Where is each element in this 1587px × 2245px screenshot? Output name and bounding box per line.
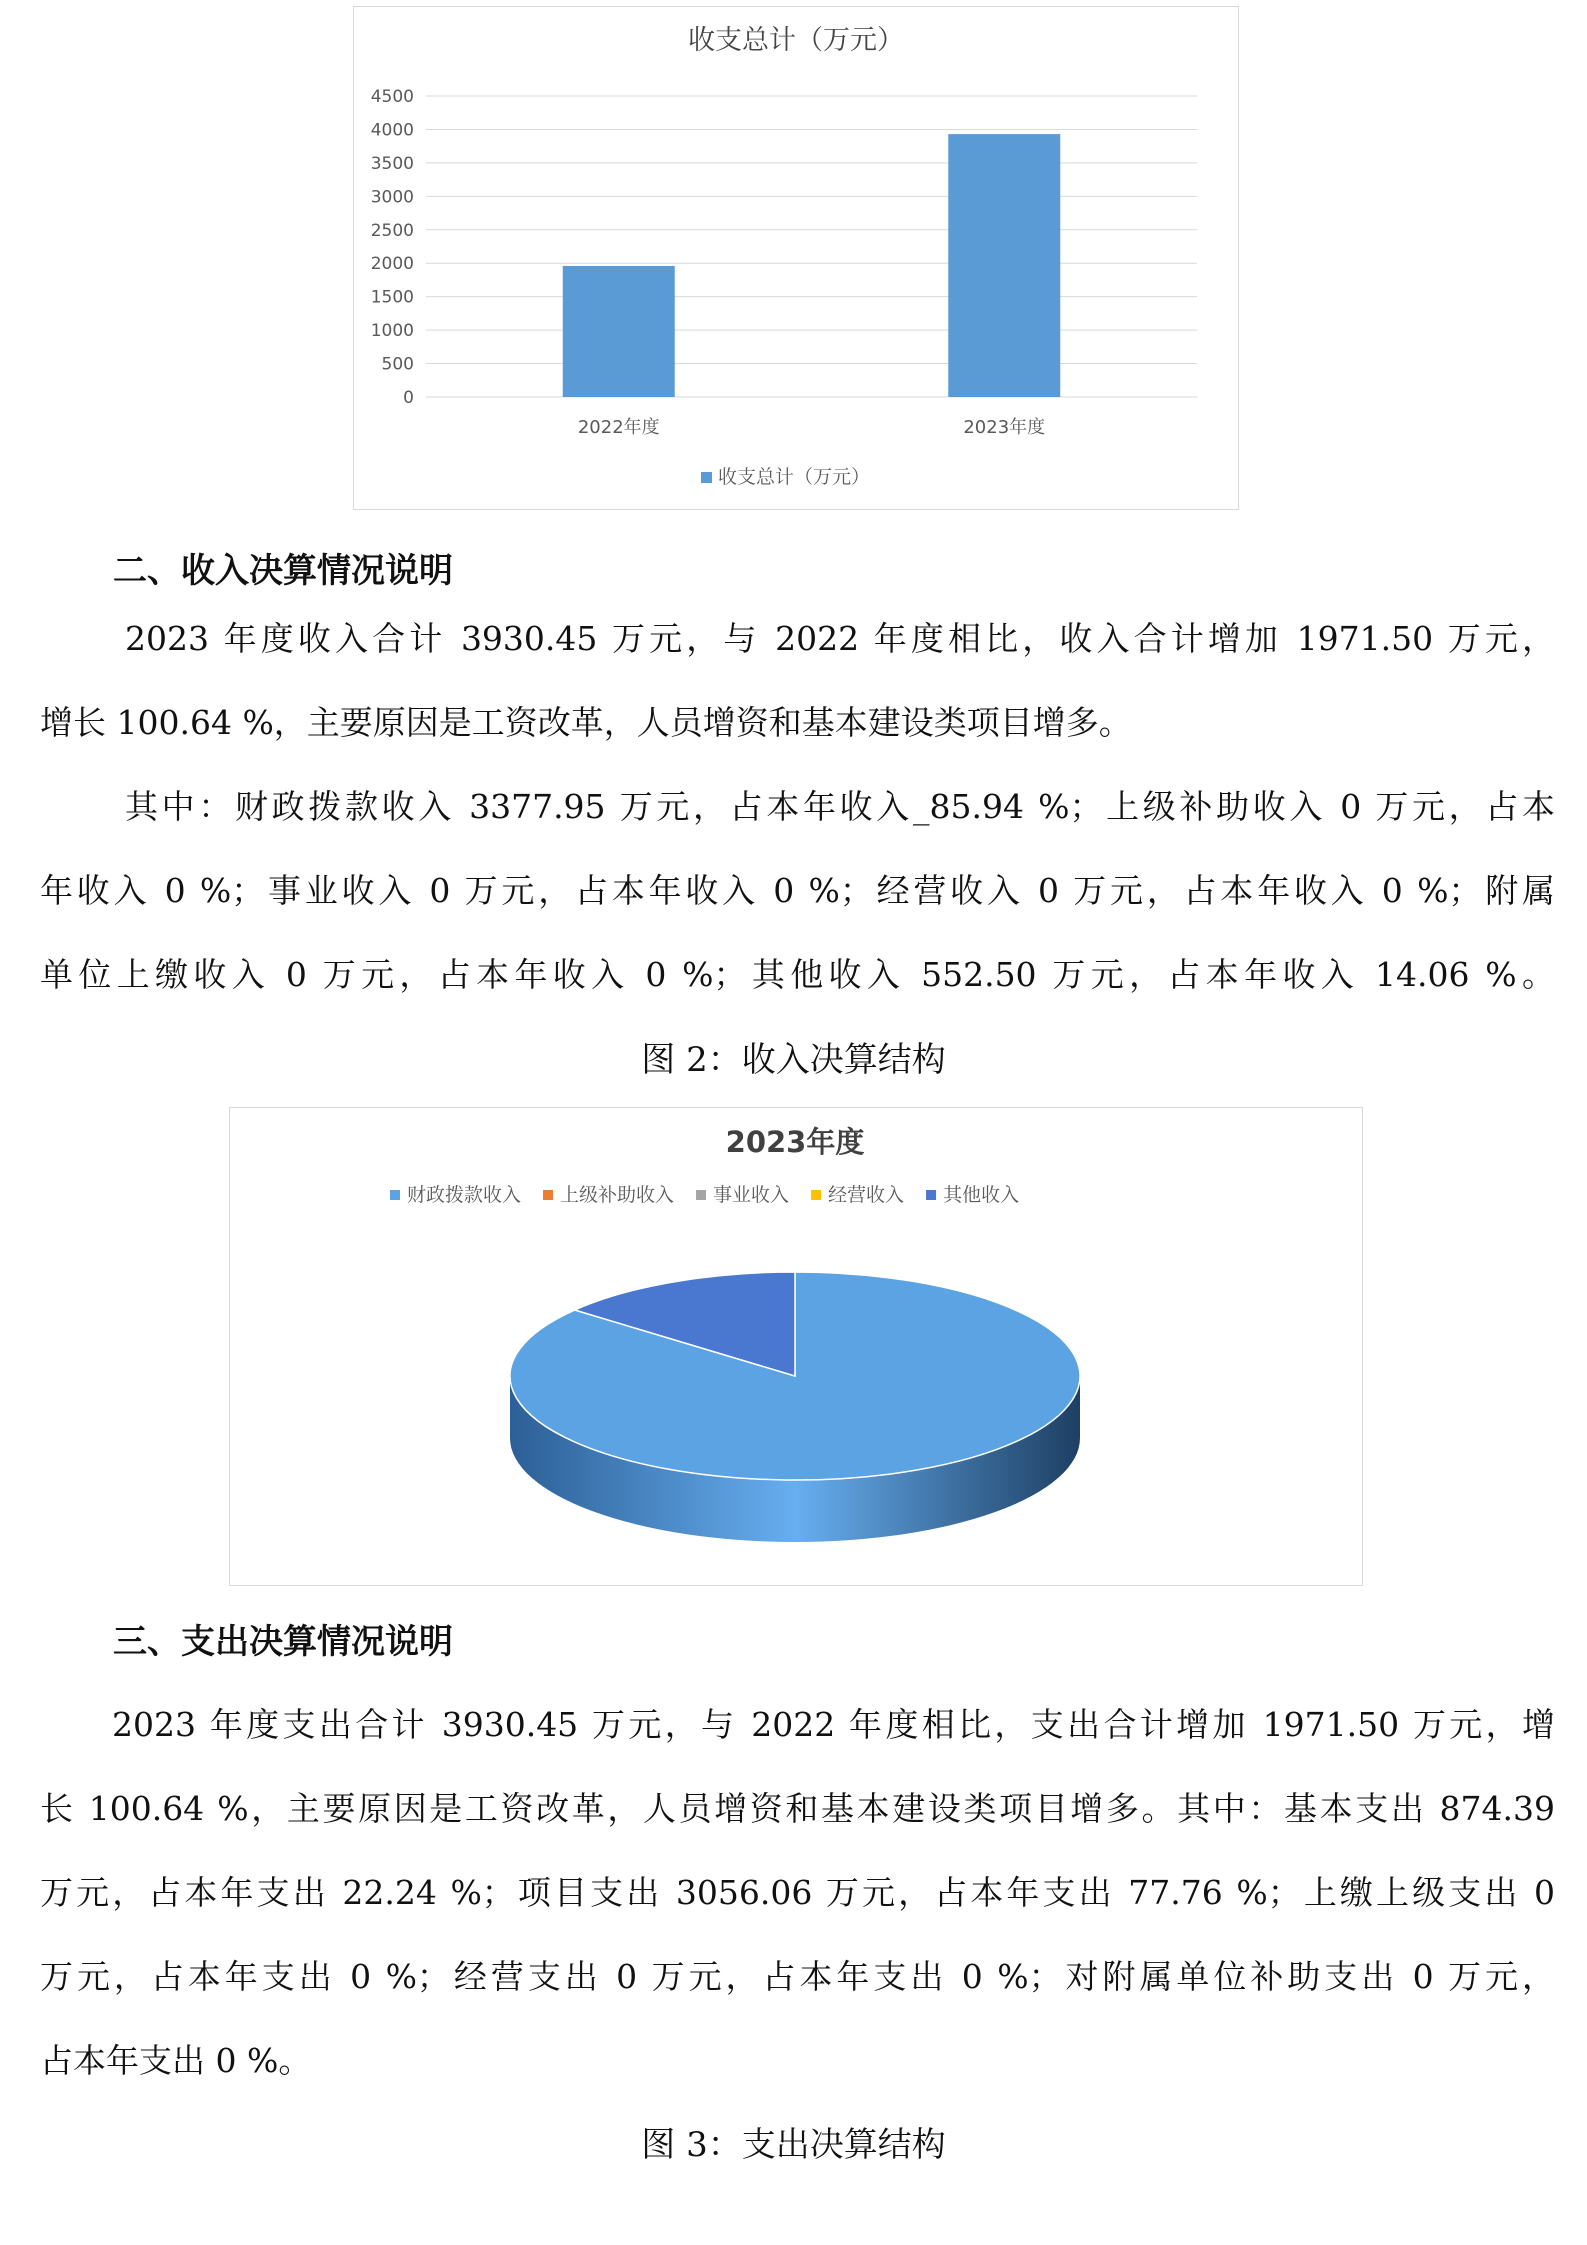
- expenditure-paragraph: [40, 1683, 1555, 2103]
- x-tick-label: 2023年度: [963, 417, 1046, 438]
- bar: [948, 134, 1060, 397]
- pie-legend-label: 上级补助收入: [560, 1184, 675, 1206]
- y-tick-label: 500: [381, 354, 414, 375]
- income-summary-paragraph: [40, 597, 1555, 765]
- y-tick-label: 0: [403, 388, 414, 408]
- pie-legend-swatch: [696, 1190, 706, 1200]
- text-line: 单位上缴收入 0 万元，占本年收入 0 %；其他收入 552.50 万元，占本年收入 14.06 %。: [40, 955, 1555, 994]
- section-heading-income: 二、收入决算情况说明: [113, 551, 453, 591]
- section-heading-expenditure: 三、支出决算情况说明: [113, 1622, 453, 1662]
- x-tick-label: 2022年度: [577, 417, 660, 438]
- pie-legend-swatch: [811, 1190, 821, 1200]
- text-line: 年收入 0 %；事业收入 0 万元，占本年收入 0 %；经营收入 0 万元，占本年收入 0 %；附属: [40, 871, 1555, 910]
- y-tick-label: 4000: [370, 120, 414, 141]
- figure-caption-3: 图 3：支出决算结构: [641, 2125, 946, 2165]
- bar-chart: [354, 7, 1237, 508]
- pie-legend-swatch: [543, 1190, 553, 1200]
- y-tick-label: 1500: [370, 287, 414, 308]
- pie-legend-swatch: [390, 1190, 400, 1200]
- text-line: 2023 年度收入合计 3930.45 万元，与 2022 年度相比，收入合计增加 1971.50 万元，: [125, 619, 1555, 658]
- pie-chart-title: 2023年度: [725, 1125, 865, 1159]
- bar-legend-label: 收支总计（万元）: [718, 466, 871, 488]
- pie-legend-label: 事业收入: [713, 1184, 790, 1206]
- pie-legend-label: 经营收入: [828, 1184, 905, 1206]
- bar: [563, 266, 675, 397]
- income-detail-paragraph: [40, 765, 1555, 1017]
- text-line: 2023 年度支出合计 3930.45 万元，与 2022 年度相比，支出合计增加 1971.50 万元，增: [112, 1705, 1555, 1744]
- text-line: 万元，占本年支出 22.24 %；项目支出 3056.06 万元，占本年支出 77.76 %；上缴上级支出 0: [40, 1873, 1555, 1912]
- pie-chart-frame: [229, 1107, 1363, 1586]
- y-tick-label: 2500: [370, 220, 414, 241]
- bar-chart-frame: [353, 6, 1239, 510]
- pie-legend-label: 财政拨款收入: [407, 1184, 522, 1206]
- pie-chart: [230, 1108, 1361, 1584]
- y-tick-label: 2000: [370, 254, 414, 275]
- text-line: 万元，占本年支出 0 %；经营支出 0 万元，占本年支出 0 %；对附属单位补助支出 0 万元，: [40, 1957, 1555, 1996]
- y-tick-label: 1000: [370, 321, 414, 342]
- bar-legend-swatch: [701, 472, 712, 483]
- pie-legend-label: 其他收入: [943, 1184, 1020, 1206]
- text-line: 长 100.64 %，主要原因是工资改革，人员增资和基本建设类项目增多。其中：基本支出 874.39: [40, 1789, 1555, 1828]
- text-line: 增长 100.64 %，主要原因是工资改革，人员增资和基本建设类项目增多。: [40, 703, 1132, 742]
- y-tick-label: 3500: [370, 153, 414, 174]
- y-tick-label: 3000: [370, 187, 414, 208]
- figure-caption-2: 图 2：收入决算结构: [641, 1040, 946, 1080]
- text-line: 占本年支出 0 %。: [40, 2041, 312, 2080]
- bar-chart-title: 收支总计（万元）: [688, 25, 904, 56]
- pie-legend-swatch: [926, 1190, 936, 1200]
- text-line: 其中：财政拨款收入 3377.95 万元，占本年收入_85.94 %；上级补助收入 0 万元，占本: [125, 787, 1555, 826]
- y-tick-label: 4500: [370, 87, 414, 107]
